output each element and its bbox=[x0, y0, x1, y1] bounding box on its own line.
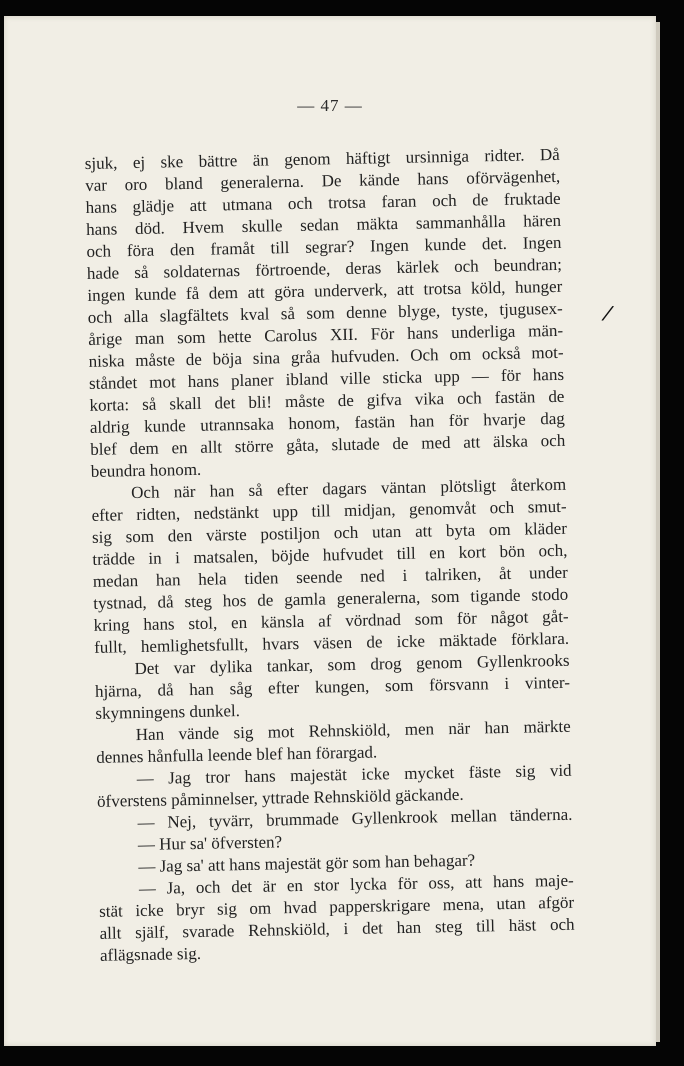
text-line: och alla slagfältets kval så som denne blyge, tyste, tjugusex- bbox=[87, 298, 563, 327]
text-line: hade så soldaternas förtroende, deras kärlek och beundran; bbox=[86, 254, 563, 283]
text-line: ståndet mot hans planer ibland ville sticka upp — för hans bbox=[88, 364, 565, 393]
page-edge bbox=[656, 22, 660, 1042]
margin-mark: / bbox=[601, 300, 613, 328]
text-line: efter ridten, nedstänkt upp till midjan, genomvåt och smut- bbox=[91, 496, 567, 525]
text-line: sig som den värste postiljon och utan att byta om kläder bbox=[91, 518, 568, 547]
text-line: skymningens dunkel. bbox=[95, 701, 241, 723]
text-line: ingen kunde få dem att göra underverk, att trotsa köld, hunger bbox=[87, 276, 563, 305]
text-line: hans död. Hvem skulle sedan mäkta sammanhålla hären bbox=[85, 210, 562, 239]
text-line: och föra den framåt till segrar? Ingen kunde det. Ingen bbox=[86, 232, 562, 261]
text-line: fullt, hemlighetsfullt, hvars väsen de icke mäktade förklara. bbox=[93, 628, 570, 657]
text-line: aldrig kunde utrannsaka honom, fastän han för hvarje dag bbox=[89, 408, 565, 437]
text-line: var oro bland generalerna. De kände hans oförvägenhet, bbox=[85, 166, 561, 195]
text-line: Och när han så efter dagars väntan plötsligt återkom bbox=[130, 474, 567, 503]
text-line: hjärna, då han såg efter kungen, som försvann i vinter- bbox=[94, 672, 571, 701]
text-line: sjuk, ej ske bättre än genom häftigt ursinniga ridter. Då bbox=[84, 144, 560, 173]
text-line: stät icke bryr sig om hvad papperskrigare mena, utan afgör bbox=[99, 892, 575, 921]
text-line: öfverstens påminnelser, yttrade Rehnskiöld gäckande. bbox=[96, 784, 464, 811]
book-page bbox=[4, 16, 656, 1046]
text-line: hans glädje att utmana och trotsa faran och de fruktade bbox=[85, 188, 561, 217]
text-line: dennes hånfulla leende blef han förargad. bbox=[96, 742, 378, 767]
text-line: — Ja, och det är en stor lycka för oss, att hans maje- bbox=[138, 870, 574, 899]
text-line: beundra honom. bbox=[90, 459, 202, 481]
text-line: Det var dylika tankar, som drog genom Gyllenkrooks bbox=[134, 650, 570, 679]
text-line: — Jag sa' att hans majestät gör som han behagar? bbox=[138, 850, 476, 877]
text-line: medan han hela tiden seende ned i talriken, åt under bbox=[92, 562, 568, 591]
text-line: — Jag tror hans majestät icke mycket fäste sig vid bbox=[136, 760, 572, 789]
text-line: Han vände sig mot Rehnskiöld, men när han märkte bbox=[135, 716, 571, 745]
text-line: korta: så skall det bli! måste de gifva vika och fastän de bbox=[89, 386, 565, 415]
text-line: — Hur sa' öfversten? bbox=[137, 832, 283, 855]
text-line: årige man som hette Carolus XII. För hans underliga män- bbox=[88, 320, 564, 349]
text-line: allt själf, svarade Rehnskiöld, i det han steg till häst och bbox=[99, 914, 575, 943]
text-line: blef dem en allt större gåta, slutade de med att älska och bbox=[90, 430, 566, 459]
text-line: trädde in i matsalen, böjde hufvudet till en kort bön och, bbox=[92, 540, 568, 569]
text-line: aflägsnade sig. bbox=[99, 943, 202, 965]
text-line: kring hans stol, en känsla af vördnad som för något gåt- bbox=[93, 606, 569, 635]
page-number: — 47 — bbox=[297, 96, 363, 115]
text-line: tystnad, då steg hos de gamla generalerna, som tigande stodo bbox=[93, 584, 569, 613]
text-line: — Nej, tyvärr, brummade Gyllenkrook mellan tänderna. bbox=[137, 804, 573, 833]
text-line: niska måste de böja sina gråa hufvuden. Och om också mot- bbox=[88, 342, 564, 371]
